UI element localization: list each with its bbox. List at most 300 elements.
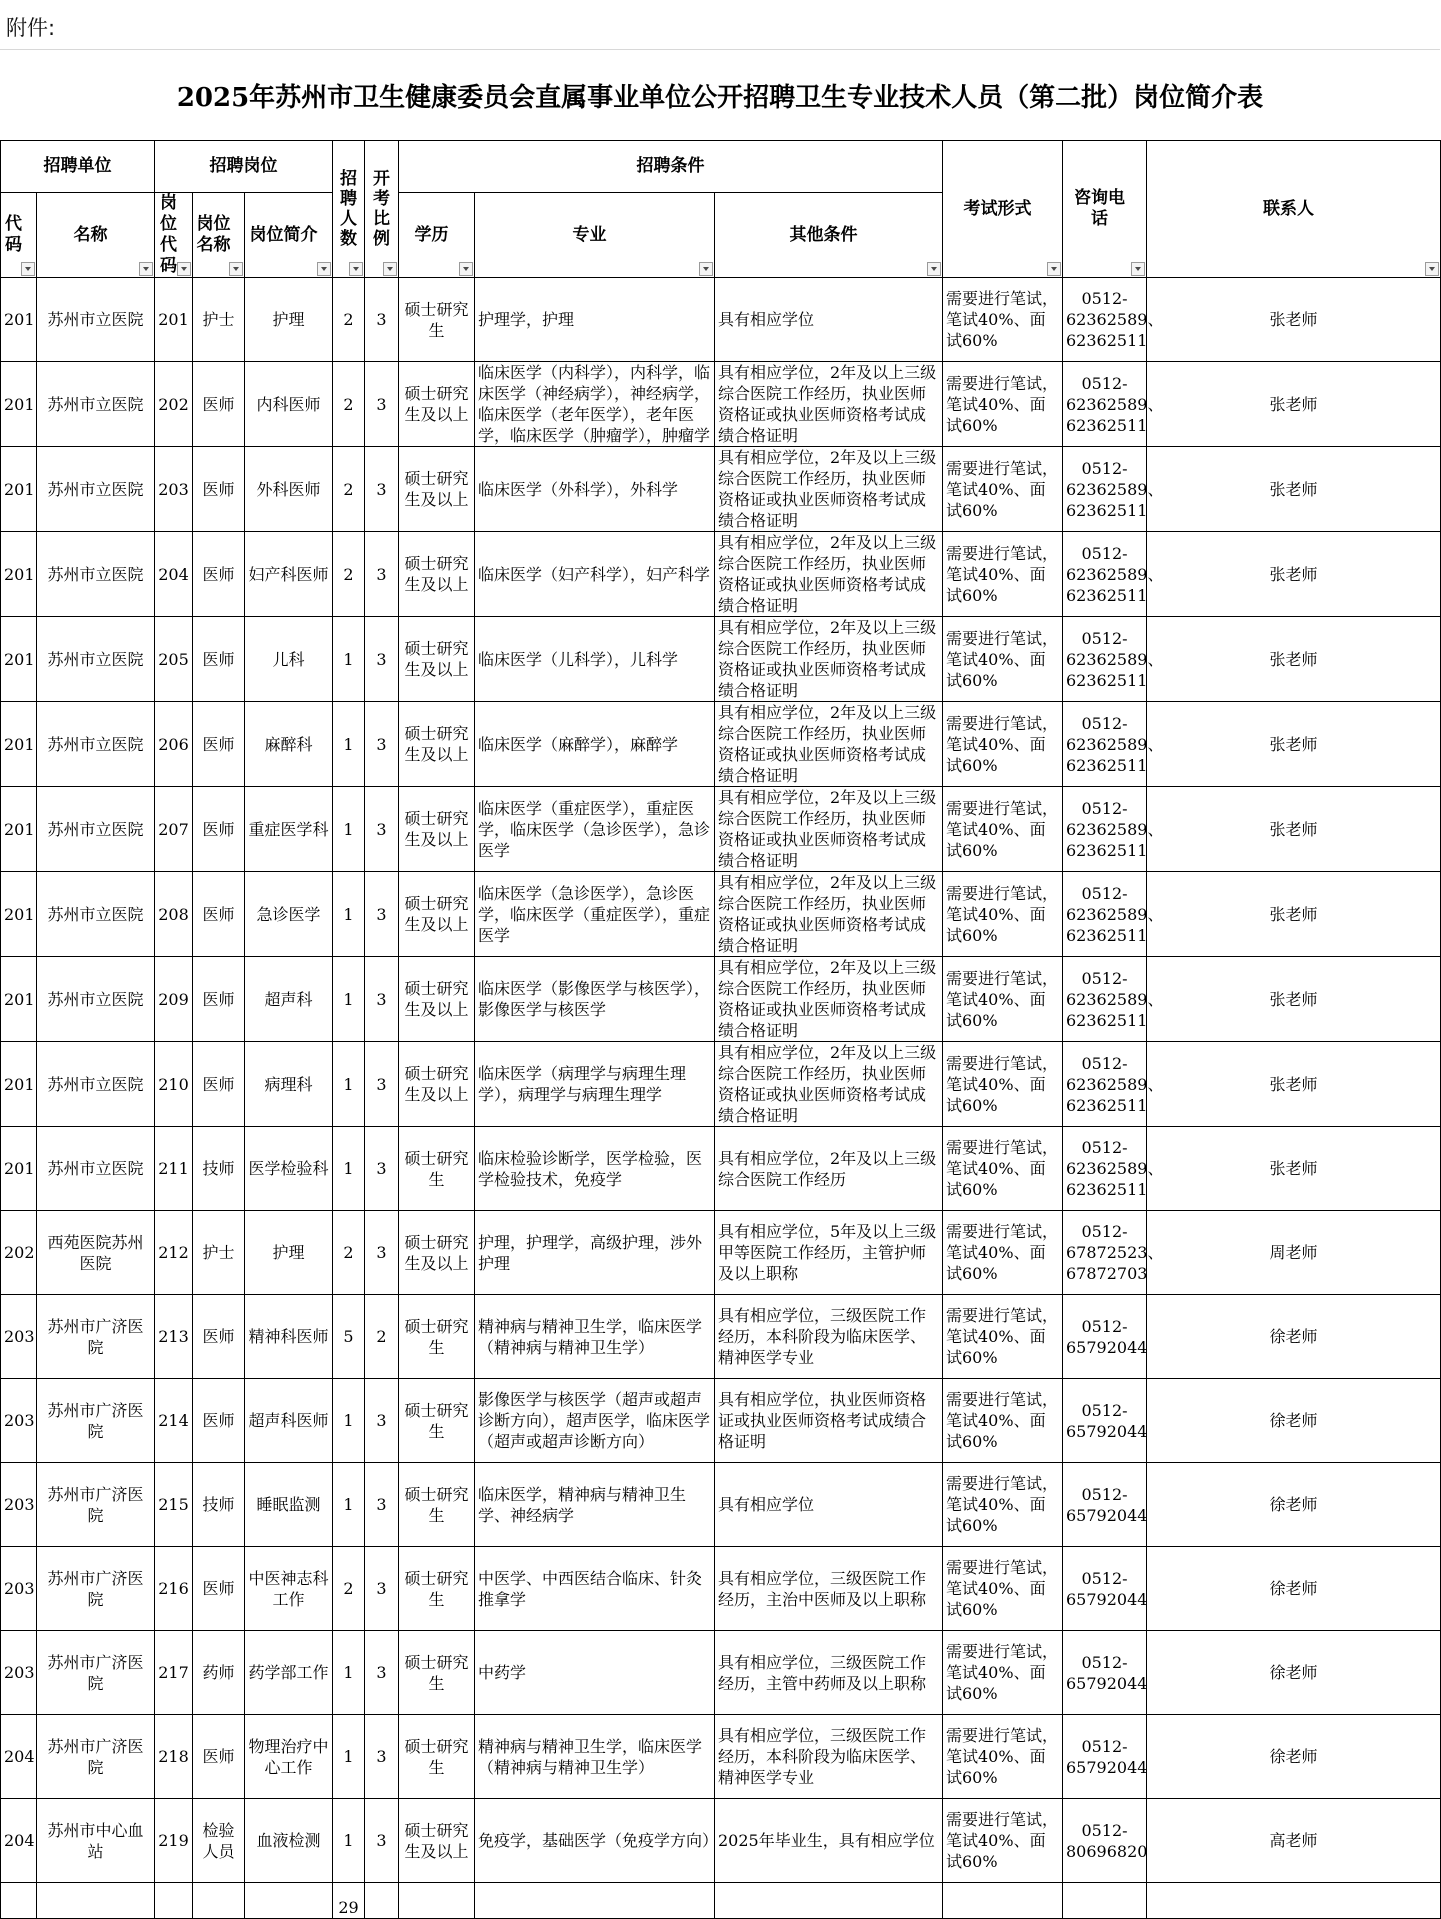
total-empty-cell bbox=[943, 1883, 1063, 1919]
cell-post-name: 医师 bbox=[193, 702, 245, 787]
header-education bbox=[399, 193, 475, 278]
cell-contact: 张老师 bbox=[1147, 1127, 1441, 1211]
cell-post-name: 医师 bbox=[193, 447, 245, 532]
cell-post-code: 215 bbox=[155, 1463, 193, 1547]
table-row bbox=[1, 1042, 1441, 1127]
cell-unit-code: 201 bbox=[1, 447, 37, 532]
cell-unit-name: 苏州市广济医院 bbox=[37, 1379, 155, 1463]
cell-major: 精神病与精神卫生学，临床医学（精神病与精神卫生学） bbox=[475, 1295, 715, 1379]
total-empty-cell bbox=[715, 1883, 943, 1919]
cell-other: 具有相应学位，2年及以上三级综合医院工作经历，执业医师资格证或执业医师资格考试成绩合格证明 bbox=[715, 787, 943, 872]
cell-phone: 0512-80696820 bbox=[1063, 1799, 1147, 1883]
filter-dropdown-icon[interactable] bbox=[349, 262, 363, 276]
cell-count: 1 bbox=[333, 957, 365, 1042]
cell-education: 硕士研究生 bbox=[399, 1379, 475, 1463]
cell-other: 具有相应学位，三级医院工作经历，主治中医师及以上职称 bbox=[715, 1547, 943, 1631]
cell-unit-code: 203 bbox=[1, 1547, 37, 1631]
total-empty-cell bbox=[245, 1883, 333, 1919]
cell-contact: 高老师 bbox=[1147, 1799, 1441, 1883]
cell-major: 临床医学（重症医学），重症医学，临床医学（急诊医学），急诊医学 bbox=[475, 787, 715, 872]
cell-ratio: 2 bbox=[365, 1295, 399, 1379]
cell-ratio: 3 bbox=[365, 1547, 399, 1631]
cell-ratio: 3 bbox=[365, 1799, 399, 1883]
cell-post-code: 210 bbox=[155, 1042, 193, 1127]
cell-post-desc: 血液检测 bbox=[245, 1799, 333, 1883]
attachment-header bbox=[0, 0, 1440, 50]
cell-major: 护理学，护理 bbox=[475, 278, 715, 362]
table-row bbox=[1, 447, 1441, 532]
cell-phone: 0512-62362589、62362511 bbox=[1063, 872, 1147, 957]
cell-exam: 需要进行笔试，笔试40%、面试60% bbox=[943, 1715, 1063, 1799]
total-empty-cell bbox=[155, 1883, 193, 1919]
header-phone-label: 咨询电话 bbox=[1074, 188, 1125, 229]
cell-exam: 需要进行笔试，笔试40%、面试60% bbox=[943, 1295, 1063, 1379]
cell-ratio: 3 bbox=[365, 957, 399, 1042]
header-contact bbox=[1147, 141, 1441, 278]
cell-unit-code: 201 bbox=[1, 1127, 37, 1211]
cell-phone: 0512-62362589、62362511 bbox=[1063, 278, 1147, 362]
header-contact-label: 联系人 bbox=[1263, 198, 1314, 219]
cell-other: 具有相应学位，2年及以上三级综合医院工作经历，执业医师资格证或执业医师资格考试成绩合格证明 bbox=[715, 362, 943, 447]
filter-dropdown-icon[interactable] bbox=[317, 262, 331, 276]
cell-major: 临床医学（病理学与病理生理学），病理学与病理生理学 bbox=[475, 1042, 715, 1127]
cell-count: 2 bbox=[333, 1547, 365, 1631]
cell-post-name: 医师 bbox=[193, 872, 245, 957]
cell-contact: 徐老师 bbox=[1147, 1715, 1441, 1799]
cell-major: 临床医学（妇产科学），妇产科学 bbox=[475, 532, 715, 617]
cell-count: 1 bbox=[333, 1715, 365, 1799]
cell-phone: 0512-65792044 bbox=[1063, 1295, 1147, 1379]
cell-post-code: 208 bbox=[155, 872, 193, 957]
cell-education: 硕士研究生及以上 bbox=[399, 702, 475, 787]
header-post-code-label: 岗位代码 bbox=[160, 193, 177, 276]
cell-phone: 0512-65792044 bbox=[1063, 1379, 1147, 1463]
cell-count: 2 bbox=[333, 447, 365, 532]
cell-count: 1 bbox=[333, 872, 365, 957]
cell-ratio: 3 bbox=[365, 872, 399, 957]
table-row bbox=[1, 1631, 1441, 1715]
cell-post-code: 213 bbox=[155, 1295, 193, 1379]
positions-table bbox=[0, 140, 1441, 1919]
cell-unit-code: 201 bbox=[1, 957, 37, 1042]
cell-post-code: 217 bbox=[155, 1631, 193, 1715]
filter-dropdown-icon[interactable] bbox=[177, 262, 191, 276]
cell-contact: 张老师 bbox=[1147, 532, 1441, 617]
cell-major: 临床医学（影像医学与核医学），影像医学与核医学 bbox=[475, 957, 715, 1042]
table-row bbox=[1, 1379, 1441, 1463]
cell-exam: 需要进行笔试，笔试40%、面试60% bbox=[943, 278, 1063, 362]
cell-major: 临床医学（儿科学），儿科学 bbox=[475, 617, 715, 702]
cell-post-name: 医师 bbox=[193, 1715, 245, 1799]
cell-exam: 需要进行笔试，笔试40%、面试60% bbox=[943, 787, 1063, 872]
total-empty-cell bbox=[193, 1883, 245, 1919]
cell-post-name: 医师 bbox=[193, 957, 245, 1042]
cell-phone: 0512-65792044 bbox=[1063, 1631, 1147, 1715]
cell-count: 1 bbox=[333, 1799, 365, 1883]
cell-unit-name: 苏州市广济医院 bbox=[37, 1631, 155, 1715]
cell-exam: 需要进行笔试，笔试40%、面试60% bbox=[943, 1379, 1063, 1463]
cell-exam: 需要进行笔试，笔试40%、面试60% bbox=[943, 1042, 1063, 1127]
cell-other: 具有相应学位，2年及以上三级综合医院工作经历，执业医师资格证或执业医师资格考试成绩合格证明 bbox=[715, 957, 943, 1042]
cell-other: 具有相应学位，2年及以上三级综合医院工作经历，执业医师资格证或执业医师资格考试成绩合格证明 bbox=[715, 447, 943, 532]
attachment-label: 附件: bbox=[6, 16, 56, 40]
cell-other: 具有相应学位，2年及以上三级综合医院工作经历，执业医师资格证或执业医师资格考试成绩合格证明 bbox=[715, 532, 943, 617]
cell-phone: 0512-62362589、62362511 bbox=[1063, 702, 1147, 787]
cell-education: 硕士研究生 bbox=[399, 1547, 475, 1631]
cell-other: 具有相应学位 bbox=[715, 1463, 943, 1547]
cell-post-name: 技师 bbox=[193, 1463, 245, 1547]
table-row bbox=[1, 278, 1441, 362]
cell-education: 硕士研究生及以上 bbox=[399, 1799, 475, 1883]
cell-exam: 需要进行笔试，笔试40%、面试60% bbox=[943, 1463, 1063, 1547]
cell-post-name: 技师 bbox=[193, 1127, 245, 1211]
total-empty-cell bbox=[1, 1883, 37, 1919]
cell-phone: 0512-65792044 bbox=[1063, 1463, 1147, 1547]
cell-unit-code: 201 bbox=[1, 532, 37, 617]
cell-contact: 张老师 bbox=[1147, 617, 1441, 702]
cell-major: 临床医学（急诊医学），急诊医学，临床医学（重症医学），重症医学 bbox=[475, 872, 715, 957]
cell-count: 1 bbox=[333, 1463, 365, 1547]
cell-contact: 张老师 bbox=[1147, 872, 1441, 957]
cell-post-code: 205 bbox=[155, 617, 193, 702]
cell-major: 临床医学（外科学），外科学 bbox=[475, 447, 715, 532]
cell-unit-code: 201 bbox=[1, 1042, 37, 1127]
cell-post-code: 214 bbox=[155, 1379, 193, 1463]
cell-phone: 0512-62362589、62362511 bbox=[1063, 617, 1147, 702]
total-empty-cell bbox=[1063, 1883, 1147, 1919]
cell-unit-code: 202 bbox=[1, 1211, 37, 1295]
cell-education: 硕士研究生 bbox=[399, 1715, 475, 1799]
cell-count: 1 bbox=[333, 1127, 365, 1211]
cell-unit-name: 苏州市立医院 bbox=[37, 1127, 155, 1211]
cell-post-name: 护士 bbox=[193, 278, 245, 362]
cell-exam: 需要进行笔试，笔试40%、面试60% bbox=[943, 1799, 1063, 1883]
cell-post-code: 207 bbox=[155, 787, 193, 872]
cell-post-code: 204 bbox=[155, 532, 193, 617]
cell-other: 具有相应学位，2年及以上三级综合医院工作经历 bbox=[715, 1127, 943, 1211]
cell-unit-code: 203 bbox=[1, 1463, 37, 1547]
header-post-desc bbox=[245, 193, 333, 278]
cell-unit-code: 203 bbox=[1, 1631, 37, 1715]
total-empty-cell bbox=[475, 1883, 715, 1919]
cell-ratio: 3 bbox=[365, 278, 399, 362]
filter-dropdown-icon[interactable] bbox=[459, 262, 473, 276]
header-ratio-label: 开考比例 bbox=[373, 168, 390, 249]
header-count-label: 招聘人数 bbox=[340, 168, 357, 249]
cell-post-desc: 药学部工作 bbox=[245, 1631, 333, 1715]
cell-post-desc: 精神科医师 bbox=[245, 1295, 333, 1379]
cell-contact: 张老师 bbox=[1147, 702, 1441, 787]
cell-other: 具有相应学位，三级医院工作经历，本科阶段为临床医学、精神医学专业 bbox=[715, 1715, 943, 1799]
cell-education: 硕士研究生及以上 bbox=[399, 1211, 475, 1295]
cell-contact: 徐老师 bbox=[1147, 1631, 1441, 1715]
cell-post-code: 209 bbox=[155, 957, 193, 1042]
total-empty-cell bbox=[365, 1883, 399, 1919]
header-row-1 bbox=[1, 141, 1441, 193]
cell-phone: 0512-62362589、62362511 bbox=[1063, 447, 1147, 532]
cell-other: 具有相应学位，5年及以上三级甲等医院工作经历，主管护师及以上职称 bbox=[715, 1211, 943, 1295]
header-unit-code-label: 代码 bbox=[5, 214, 22, 255]
filter-dropdown-icon[interactable] bbox=[1131, 262, 1145, 276]
cell-other: 具有相应学位，2年及以上三级综合医院工作经历，执业医师资格证或执业医师资格考试成绩合格证明 bbox=[715, 617, 943, 702]
header-major bbox=[475, 193, 715, 278]
cell-post-name: 医师 bbox=[193, 1295, 245, 1379]
table-row bbox=[1, 1547, 1441, 1631]
cell-count: 2 bbox=[333, 1211, 365, 1295]
table-row bbox=[1, 362, 1441, 447]
cell-phone: 0512-62362589、62362511 bbox=[1063, 532, 1147, 617]
filter-dropdown-icon[interactable] bbox=[383, 262, 397, 276]
cell-exam: 需要进行笔试，笔试40%、面试60% bbox=[943, 532, 1063, 617]
total-empty-cell bbox=[1147, 1883, 1441, 1919]
cell-ratio: 3 bbox=[365, 1127, 399, 1211]
cell-unit-name: 苏州市立医院 bbox=[37, 957, 155, 1042]
cell-contact: 徐老师 bbox=[1147, 1547, 1441, 1631]
cell-exam: 需要进行笔试，笔试40%、面试60% bbox=[943, 1211, 1063, 1295]
cell-unit-name: 苏州市立医院 bbox=[37, 532, 155, 617]
cell-post-desc: 物理治疗中心工作 bbox=[245, 1715, 333, 1799]
total-count: 29 bbox=[333, 1883, 365, 1919]
cell-other: 具有相应学位，2年及以上三级综合医院工作经历，执业医师资格证或执业医师资格考试成绩合格证明 bbox=[715, 872, 943, 957]
cell-unit-code: 201 bbox=[1, 617, 37, 702]
table-row bbox=[1, 1715, 1441, 1799]
cell-post-desc: 超声科医师 bbox=[245, 1379, 333, 1463]
cell-ratio: 3 bbox=[365, 1715, 399, 1799]
cell-ratio: 3 bbox=[365, 532, 399, 617]
cell-contact: 张老师 bbox=[1147, 278, 1441, 362]
cell-unit-name: 苏州市立医院 bbox=[37, 278, 155, 362]
cell-ratio: 3 bbox=[365, 702, 399, 787]
cell-contact: 周老师 bbox=[1147, 1211, 1441, 1295]
cell-unit-code: 201 bbox=[1, 278, 37, 362]
cell-post-name: 医师 bbox=[193, 1547, 245, 1631]
cell-phone: 0512-62362589、62362511 bbox=[1063, 1127, 1147, 1211]
cell-ratio: 3 bbox=[365, 1463, 399, 1547]
cell-phone: 0512-62362589、62362511 bbox=[1063, 1042, 1147, 1127]
cell-ratio: 3 bbox=[365, 447, 399, 532]
cell-post-name: 医师 bbox=[193, 787, 245, 872]
cell-unit-code: 204 bbox=[1, 1715, 37, 1799]
cell-education: 硕士研究生 bbox=[399, 1631, 475, 1715]
cell-major: 临床检验诊断学，医学检验，医学检验技术，免疫学 bbox=[475, 1127, 715, 1211]
header-ratio bbox=[365, 141, 399, 278]
cell-phone: 0512-67872523、67872703 bbox=[1063, 1211, 1147, 1295]
cell-post-code: 206 bbox=[155, 702, 193, 787]
cell-education: 硕士研究生及以上 bbox=[399, 872, 475, 957]
cell-post-code: 216 bbox=[155, 1547, 193, 1631]
cell-unit-name: 苏州市广济医院 bbox=[37, 1547, 155, 1631]
cell-other: 2025年毕业生，具有相应学位 bbox=[715, 1799, 943, 1883]
header-major-label: 专业 bbox=[572, 224, 607, 245]
cell-major: 精神病与精神卫生学，临床医学（精神病与精神卫生学） bbox=[475, 1715, 715, 1799]
cell-post-code: 218 bbox=[155, 1715, 193, 1799]
cell-education: 硕士研究生及以上 bbox=[399, 617, 475, 702]
cell-contact: 徐老师 bbox=[1147, 1463, 1441, 1547]
header-post-group: 招聘岗位 bbox=[155, 141, 333, 193]
cell-post-desc: 麻醉科 bbox=[245, 702, 333, 787]
cell-major: 临床医学（麻醉学），麻醉学 bbox=[475, 702, 715, 787]
cell-ratio: 3 bbox=[365, 787, 399, 872]
cell-education: 硕士研究生及以上 bbox=[399, 362, 475, 447]
cell-major: 中药学 bbox=[475, 1631, 715, 1715]
cell-unit-code: 203 bbox=[1, 1379, 37, 1463]
header-unit-group: 招聘单位 bbox=[1, 141, 155, 193]
cell-unit-code: 204 bbox=[1, 1799, 37, 1883]
cell-post-name: 医师 bbox=[193, 362, 245, 447]
table-row bbox=[1, 872, 1441, 957]
cell-post-code: 219 bbox=[155, 1799, 193, 1883]
cell-ratio: 3 bbox=[365, 1379, 399, 1463]
total-empty-cell bbox=[399, 1883, 475, 1919]
table-row bbox=[1, 1127, 1441, 1211]
table-row bbox=[1, 787, 1441, 872]
cell-ratio: 3 bbox=[365, 1631, 399, 1715]
cell-major: 临床医学（内科学），内科学，临床医学（神经病学），神经病学，临床医学（老年医学），老年医学，临床医学（肿瘤学），肿瘤学 bbox=[475, 362, 715, 447]
table-row bbox=[1, 702, 1441, 787]
cell-post-code: 202 bbox=[155, 362, 193, 447]
cell-post-desc: 中医神志科工作 bbox=[245, 1547, 333, 1631]
cell-ratio: 3 bbox=[365, 617, 399, 702]
cell-major: 免疫学，基础医学（免疫学方向） bbox=[475, 1799, 715, 1883]
filter-dropdown-icon[interactable] bbox=[21, 262, 35, 276]
cell-post-desc: 医学检验科 bbox=[245, 1127, 333, 1211]
cell-contact: 徐老师 bbox=[1147, 1295, 1441, 1379]
filter-dropdown-icon[interactable] bbox=[699, 262, 713, 276]
table-row bbox=[1, 532, 1441, 617]
cell-count: 5 bbox=[333, 1295, 365, 1379]
cell-post-desc: 重症医学科 bbox=[245, 787, 333, 872]
cell-exam: 需要进行笔试，笔试40%、面试60% bbox=[943, 957, 1063, 1042]
cell-major: 护理，护理学，高级护理，涉外护理 bbox=[475, 1211, 715, 1295]
cell-unit-name: 苏州市中心血站 bbox=[37, 1799, 155, 1883]
table-row bbox=[1, 617, 1441, 702]
cell-phone: 0512-65792044 bbox=[1063, 1547, 1147, 1631]
cell-ratio: 3 bbox=[365, 1042, 399, 1127]
cell-exam: 需要进行笔试，笔试40%、面试60% bbox=[943, 1547, 1063, 1631]
cell-count: 2 bbox=[333, 532, 365, 617]
cell-count: 2 bbox=[333, 362, 365, 447]
cell-other: 具有相应学位 bbox=[715, 278, 943, 362]
table-row bbox=[1, 1295, 1441, 1379]
filter-dropdown-icon[interactable] bbox=[1047, 262, 1061, 276]
cell-education: 硕士研究生 bbox=[399, 1127, 475, 1211]
cell-post-name: 检验人员 bbox=[193, 1799, 245, 1883]
cell-count: 1 bbox=[333, 1379, 365, 1463]
cell-count: 1 bbox=[333, 1631, 365, 1715]
cell-unit-name: 苏州市广济医院 bbox=[37, 1715, 155, 1799]
cell-exam: 需要进行笔试，笔试40%、面试60% bbox=[943, 617, 1063, 702]
table-row bbox=[1, 1211, 1441, 1295]
cell-unit-name: 苏州市立医院 bbox=[37, 1042, 155, 1127]
cell-major: 临床医学，精神病与精神卫生学、神经病学 bbox=[475, 1463, 715, 1547]
header-unit-code bbox=[1, 193, 37, 278]
cell-exam: 需要进行笔试，笔试40%、面试60% bbox=[943, 1127, 1063, 1211]
cell-contact: 徐老师 bbox=[1147, 1379, 1441, 1463]
cell-phone: 0512-62362589、62362511 bbox=[1063, 957, 1147, 1042]
cell-post-code: 203 bbox=[155, 447, 193, 532]
cell-contact: 张老师 bbox=[1147, 957, 1441, 1042]
cell-other: 具有相应学位，三级医院工作经历，主管中药师及以上职称 bbox=[715, 1631, 943, 1715]
cell-unit-name: 苏州市立医院 bbox=[37, 362, 155, 447]
cell-unit-code: 201 bbox=[1, 702, 37, 787]
header-exam-label: 考试形式 bbox=[963, 198, 1032, 219]
header-conditions-group: 招聘条件 bbox=[399, 141, 943, 193]
cell-post-desc: 超声科 bbox=[245, 957, 333, 1042]
cell-contact: 张老师 bbox=[1147, 787, 1441, 872]
cell-count: 1 bbox=[333, 787, 365, 872]
table-body bbox=[1, 278, 1441, 1919]
cell-major: 影像医学与核医学（超声或超声诊断方向），超声医学，临床医学（超声或超声诊断方向） bbox=[475, 1379, 715, 1463]
cell-unit-name: 苏州市广济医院 bbox=[37, 1463, 155, 1547]
table-row bbox=[1, 957, 1441, 1042]
header-exam bbox=[943, 141, 1063, 278]
header-other-label: 其他条件 bbox=[789, 224, 858, 245]
cell-education: 硕士研究生及以上 bbox=[399, 787, 475, 872]
cell-education: 硕士研究生及以上 bbox=[399, 532, 475, 617]
cell-unit-name: 苏州市立医院 bbox=[37, 787, 155, 872]
cell-phone: 0512-65792044 bbox=[1063, 1715, 1147, 1799]
header-post-desc-label: 岗位简介 bbox=[249, 224, 318, 245]
cell-phone: 0512-62362589、62362511 bbox=[1063, 362, 1147, 447]
cell-post-desc: 急诊医学 bbox=[245, 872, 333, 957]
cell-post-code: 212 bbox=[155, 1211, 193, 1295]
header-unit-name bbox=[37, 193, 155, 278]
cell-post-desc: 内科医师 bbox=[245, 362, 333, 447]
cell-post-name: 护士 bbox=[193, 1211, 245, 1295]
cell-other: 具有相应学位，2年及以上三级综合医院工作经历，执业医师资格证或执业医师资格考试成绩合格证明 bbox=[715, 702, 943, 787]
cell-exam: 需要进行笔试，笔试40%、面试60% bbox=[943, 1631, 1063, 1715]
cell-education: 硕士研究生及以上 bbox=[399, 957, 475, 1042]
cell-unit-name: 苏州市立医院 bbox=[37, 872, 155, 957]
cell-contact: 张老师 bbox=[1147, 362, 1441, 447]
cell-unit-code: 201 bbox=[1, 362, 37, 447]
cell-contact: 张老师 bbox=[1147, 447, 1441, 532]
table-row bbox=[1, 1799, 1441, 1883]
filter-dropdown-icon[interactable] bbox=[1425, 262, 1439, 276]
header-other bbox=[715, 193, 943, 278]
cell-post-name: 医师 bbox=[193, 532, 245, 617]
filter-dropdown-icon[interactable] bbox=[229, 262, 243, 276]
page-title: 2025年苏州市卫生健康委员会直属事业单位公开招聘卫生专业技术人员（第二批）岗位简介表 bbox=[176, 82, 1264, 113]
table-row bbox=[1, 1463, 1441, 1547]
cell-count: 1 bbox=[333, 617, 365, 702]
cell-ratio: 3 bbox=[365, 362, 399, 447]
cell-post-desc: 外科医师 bbox=[245, 447, 333, 532]
cell-education: 硕士研究生及以上 bbox=[399, 447, 475, 532]
header-unit-name-label: 名称 bbox=[73, 224, 108, 245]
cell-exam: 需要进行笔试，笔试40%、面试60% bbox=[943, 447, 1063, 532]
cell-post-desc: 儿科 bbox=[245, 617, 333, 702]
cell-post-name: 医师 bbox=[193, 1379, 245, 1463]
cell-phone: 0512-62362589、62362511 bbox=[1063, 787, 1147, 872]
header-phone bbox=[1063, 141, 1147, 278]
cell-exam: 需要进行笔试，笔试40%、面试60% bbox=[943, 702, 1063, 787]
cell-post-desc: 护理 bbox=[245, 1211, 333, 1295]
cell-other: 具有相应学位，三级医院工作经历，本科阶段为临床医学、精神医学专业 bbox=[715, 1295, 943, 1379]
cell-education: 硕士研究生 bbox=[399, 278, 475, 362]
cell-post-desc: 病理科 bbox=[245, 1042, 333, 1127]
cell-unit-name: 苏州市立医院 bbox=[37, 447, 155, 532]
total-empty-cell bbox=[37, 1883, 155, 1919]
cell-education: 硕士研究生及以上 bbox=[399, 1042, 475, 1127]
cell-count: 1 bbox=[333, 702, 365, 787]
filter-dropdown-icon[interactable] bbox=[927, 262, 941, 276]
filter-dropdown-icon[interactable] bbox=[139, 262, 153, 276]
cell-contact: 张老师 bbox=[1147, 1042, 1441, 1127]
cell-exam: 需要进行笔试，笔试40%、面试60% bbox=[943, 872, 1063, 957]
cell-other: 具有相应学位，执业医师资格证或执业医师资格考试成绩合格证明 bbox=[715, 1379, 943, 1463]
cell-major: 中医学、中西医结合临床、针灸推拿学 bbox=[475, 1547, 715, 1631]
